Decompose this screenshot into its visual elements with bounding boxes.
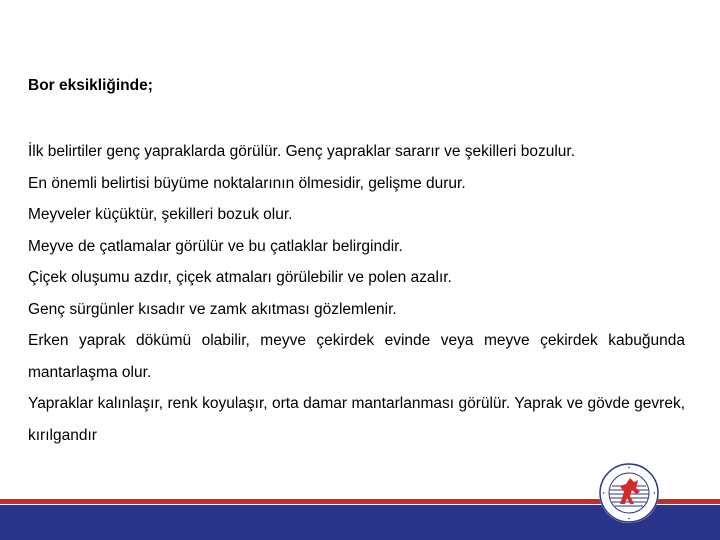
bullet-line: En önemli belirtisi büyüme noktalarının ölmesidir, gelişme durur. (28, 174, 466, 192)
university-seal-icon (598, 462, 660, 524)
bullet-line: Meyveler küçüktür, şekilleri bozuk olur. (28, 206, 293, 223)
slide-body (28, 136, 685, 451)
bullet-line: İlk belirtiler genç yapraklarda görülür. Genç yapraklar sararır ve şekilleri bozulur. (28, 143, 576, 160)
bullet-line: Genç sürgünler kısadır ve zamk akıtması gözlemlenir. (28, 300, 397, 318)
bullet-line: Erken yaprak dökümü olabilir, meyve çekirdek evinde veya meyve çekirdek kabuğunda mantarlaşma olur. (28, 332, 685, 381)
bullet-line: Meyve de çatlamalar görülür ve bu çatlaklar belirgindir. (28, 237, 403, 255)
bullet-line: Yapraklar kalınlaşır, renk koyulaşır, orta damar mantarlanması görülür. Yaprak ve gövde gevrek, kırılgandır (28, 395, 685, 444)
bullet-line: Çiçek oluşumu azdır, çiçek atmaları görülebilir ve polen azalır. (28, 269, 452, 286)
slide-title: Bor eksikliğinde; (28, 77, 153, 94)
